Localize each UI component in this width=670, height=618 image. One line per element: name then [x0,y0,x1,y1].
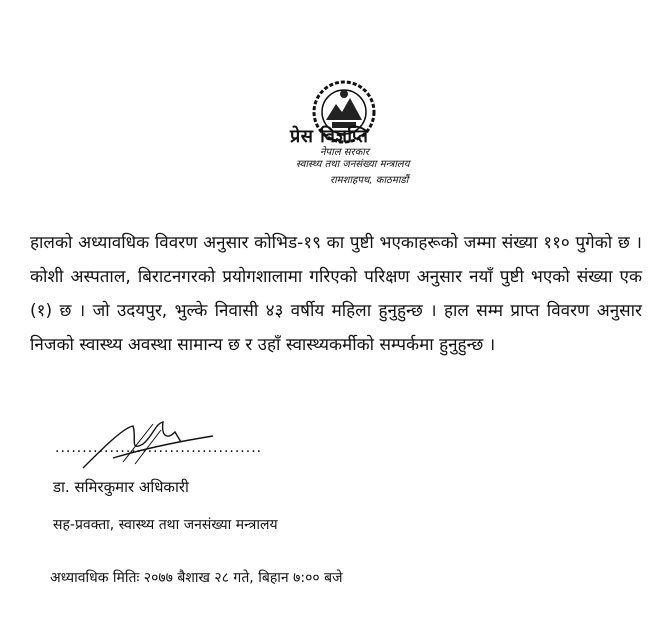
stamp-ministry: स्वास्थ्य तथा जनसंख्या मन्त्रालय [296,159,410,170]
handwritten-signature-icon [63,418,223,476]
stamp-address: रामशाहपथ, काठमाडौं [330,175,409,186]
press-release-title: प्रेस विज्ञप्ति [290,126,369,147]
letterhead [290,80,430,200]
stamp-government: नेपाल सरकार [320,147,369,158]
signatory-name: डा. समिरकुमार अधिकारी [53,478,189,496]
update-timestamp: अध्यावधिक मितिः २०७७ बैशाख २८ गते, बिहान ७:०० बजे [50,570,343,586]
signatory-title: सह-प्रवक्ता, स्वास्थ्य तथा जनसंख्या मन्त्रालय [53,517,278,533]
body-paragraph: हालको अध्यावधिक विवरण अनुसार कोभिड-१९ का पुष्टी भएकाहरूको जम्मा संख्या ११० पुगेको छ । कोशी अस्पताल, बिराटनगरको प्रयोगशालामा गरिएको परिक्षण अनुसार नयाँ पुष्टी भएको संख्या एक (१) छ । जो उदयपुर, भुल्के निवासी ४३ वर्षीय महिला हुनुहुन्छ । हाल सम्म प्राप्त विवरण अनुसार निजको स्वास्थ्य अवस्था सामान्य छ र उहाँ स्वास्थ्यकर्मीको सम्पर्कमा हुनुहुन्छ । [30,233,642,355]
signature-area [55,418,263,478]
signature-dotted-line: ...................................... [55,440,263,456]
